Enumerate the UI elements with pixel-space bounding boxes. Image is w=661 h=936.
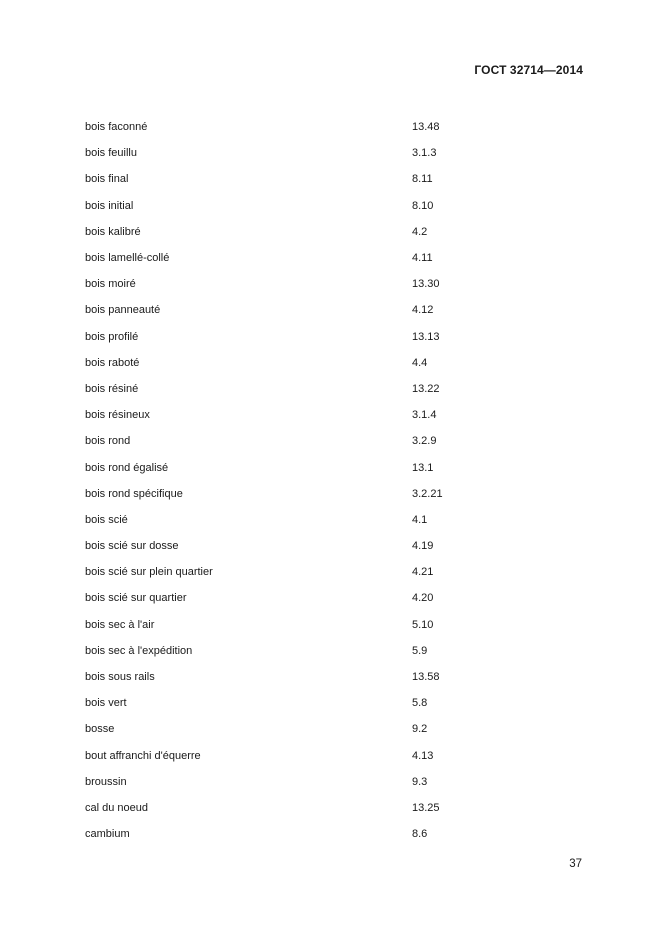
- index-ref: 4.19: [412, 540, 434, 553]
- page-number: 37: [569, 858, 582, 870]
- index-term: cal du noeud: [85, 801, 148, 814]
- index-ref: 3.2.21: [412, 487, 443, 500]
- index-entry: [85, 428, 585, 454]
- index-ref: 5.8: [412, 697, 428, 710]
- index-ref: 13.30: [412, 278, 440, 291]
- index-entry: [85, 821, 585, 847]
- index-term: bois scié sur quartier: [85, 592, 187, 605]
- index-term: bois final: [85, 173, 129, 186]
- index-entry: [85, 559, 585, 585]
- index-ref: 9.3: [412, 775, 428, 788]
- index-ref: 4.11: [412, 252, 433, 265]
- index-ref: 4.13: [412, 749, 434, 762]
- index-entry: [85, 507, 585, 533]
- index-entry: [85, 795, 585, 821]
- index-ref: 8.6: [412, 828, 428, 841]
- index-entry: [85, 166, 585, 192]
- index-term: bois résiné: [85, 382, 139, 395]
- index-term: bois sec à l'air: [85, 618, 155, 631]
- index-term: bois sec à l'expédition: [85, 644, 193, 657]
- index-ref: 4.12: [412, 304, 434, 317]
- index-entry: [85, 638, 585, 664]
- index-ref: 5.9: [412, 644, 428, 657]
- index-entry: [85, 193, 585, 219]
- index-ref: 4.2: [412, 225, 428, 238]
- index-term: bois rond spécifique: [85, 487, 183, 500]
- index-ref: 13.58: [412, 671, 440, 684]
- index-entry: [85, 376, 585, 402]
- index-entry: [85, 402, 585, 428]
- index-term: bois feuillu: [85, 147, 137, 160]
- index-entry: [85, 271, 585, 297]
- index-ref: 13.48: [412, 121, 440, 134]
- index-term: bois lamellé-collé: [85, 252, 170, 265]
- index-term: bois kalibré: [85, 225, 141, 238]
- index-entry: [85, 140, 585, 166]
- index-term: cambium: [85, 828, 130, 841]
- index-term: bois moiré: [85, 278, 136, 291]
- index-term: bois initial: [85, 199, 134, 212]
- index-term: bois scié: [85, 513, 128, 526]
- index-term: broussin: [85, 775, 127, 788]
- index-ref: 4.4: [412, 356, 428, 369]
- index-ref: 4.1: [412, 513, 428, 526]
- index-term: bois rond égalisé: [85, 461, 169, 474]
- index-term: bois faconné: [85, 121, 148, 134]
- index-term: bois vert: [85, 697, 127, 710]
- index-ref: 8.10: [412, 199, 434, 212]
- index-entry: [85, 690, 585, 716]
- index-ref: 13.22: [412, 382, 440, 395]
- index-term: bois panneauté: [85, 304, 161, 317]
- index-entry: [85, 114, 585, 140]
- index-entry: [85, 245, 585, 271]
- index-ref: 13.25: [412, 801, 440, 814]
- index-entry: [85, 350, 585, 376]
- index-entry: [85, 481, 585, 507]
- document-standard-id: ГОСТ 32714—2014: [474, 63, 583, 77]
- index-ref: 4.20: [412, 592, 434, 605]
- index-ref: 9.2: [412, 723, 428, 736]
- index-ref: 3.1.3: [412, 147, 437, 160]
- index-term: bois résineux: [85, 409, 150, 422]
- index-entry: [85, 585, 585, 611]
- index-entry: [85, 533, 585, 559]
- index-term: bois sous rails: [85, 671, 155, 684]
- index-term: bois scié sur dosse: [85, 540, 179, 553]
- index-entry: [85, 743, 585, 769]
- index-ref: 3.2.9: [412, 435, 437, 448]
- index-ref: 13.1: [412, 461, 434, 474]
- index-entry: [85, 716, 585, 742]
- index-term: bout affranchi d'équerre: [85, 749, 201, 762]
- index-entry: [85, 454, 585, 480]
- index-term: bois raboté: [85, 356, 140, 369]
- index-entry: [85, 612, 585, 638]
- index-term: bosse: [85, 723, 115, 736]
- index-ref: 13.13: [412, 330, 440, 343]
- index-entry: [85, 664, 585, 690]
- index-entry: [85, 297, 585, 323]
- index-entry: [85, 769, 585, 795]
- index-term: bois scié sur plein quartier: [85, 566, 213, 579]
- index-ref: 8.11: [412, 173, 433, 186]
- index-term: bois rond: [85, 435, 131, 448]
- index-term: bois profilé: [85, 330, 139, 343]
- index-entry: [85, 219, 585, 245]
- index-ref: 3.1.4: [412, 409, 437, 422]
- index-ref: 5.10: [412, 618, 434, 631]
- term-index-list: [85, 114, 585, 847]
- index-ref: 4.21: [412, 566, 434, 579]
- index-entry: [85, 324, 585, 350]
